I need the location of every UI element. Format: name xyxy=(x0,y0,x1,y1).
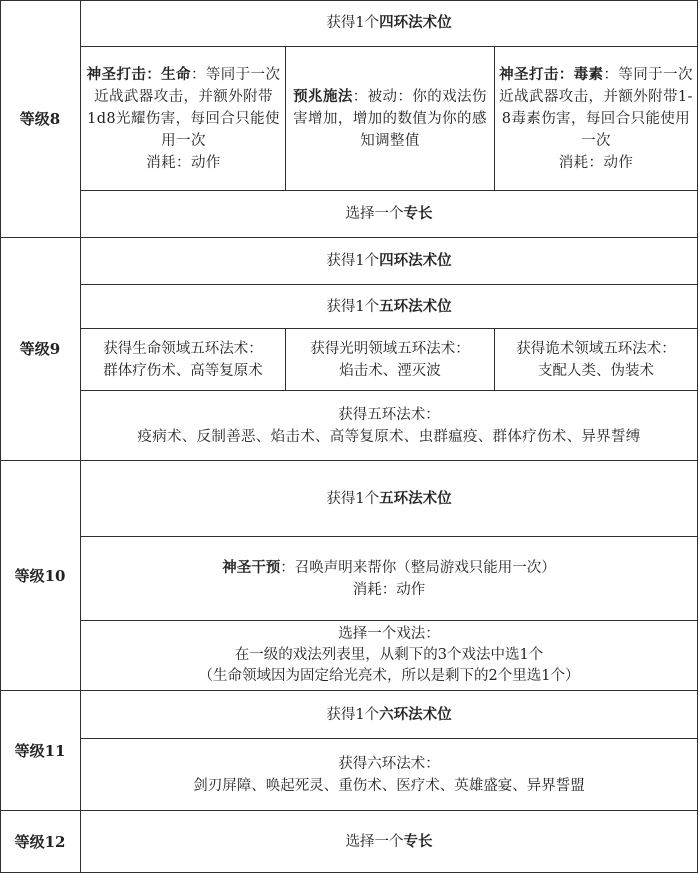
general-spell-title: 获得五环法术： xyxy=(338,406,440,423)
slot-type: 五环法术位 xyxy=(379,489,452,507)
level-label: 等级10 xyxy=(14,566,66,585)
slot-prefix: 获得1个 xyxy=(326,253,380,269)
spell-slot-row xyxy=(80,238,698,284)
divine-intervention-row xyxy=(80,537,698,620)
ability-cost: 消耗：动作 xyxy=(146,154,221,171)
cantrip-rule: 在一级的戏法列表里，从剩下的3个戏法中选1个 xyxy=(234,647,544,663)
domain-spell-cell xyxy=(286,329,494,390)
domain-title: 获得诡术领域五环法术： xyxy=(516,340,676,357)
ability-desc: ：被动：你的戏法伤害增加，增加的数值为你的感知调整值 xyxy=(293,88,487,149)
domain-spell-cell xyxy=(81,329,285,390)
slot-type: 四环法术位 xyxy=(379,14,452,31)
feat-type: 专长 xyxy=(403,832,433,850)
ability-cell xyxy=(82,47,285,190)
spell-slot-row xyxy=(80,691,698,738)
cantrip-choice-row xyxy=(80,621,698,690)
slot-prefix: 获得1个 xyxy=(326,298,380,315)
general-spell-row xyxy=(80,391,698,460)
ability-cost: 消耗：动作 xyxy=(352,581,426,598)
slot-prefix: 获得1个 xyxy=(326,15,380,31)
ability-desc: ：等同于一次近战武器攻击，并额外附带1-8毒素伤害，每回合只能使用一次 xyxy=(499,66,693,149)
ability-cell xyxy=(495,47,697,190)
spell-slot-row xyxy=(80,0,698,46)
domain-spells: 焰击术、湮灭波 xyxy=(339,362,441,379)
ability-name: 神圣打击：毒素 xyxy=(499,65,604,83)
ability-name: 预兆施法 xyxy=(293,87,353,105)
ability-desc: ：召唤声明来帮你（整局游戏只能用一次） xyxy=(280,559,556,576)
domain-title: 获得光明领域五环法术： xyxy=(310,340,470,357)
slot-type: 六环法术位 xyxy=(379,705,452,723)
feat-prefix: 选择一个 xyxy=(345,206,404,222)
feat-row xyxy=(80,191,698,237)
general-spell-list: 疫病术、反制善恶、焰击术、高等复原术、虫群瘟疫、群体疗伤术、异界誓缚 xyxy=(137,428,641,445)
ability-cost: 消耗：动作 xyxy=(558,154,634,171)
slot-prefix: 获得1个 xyxy=(326,490,380,507)
general-spell-list: 剑刃屏障、唤起死灵、重伤术、医疗术、英雄盛宴、异界誓盟 xyxy=(193,777,585,794)
level-label: 等级11 xyxy=(14,741,66,760)
domain-spell-cell xyxy=(495,329,697,390)
domain-spells: 群体疗伤术、高等复原术 xyxy=(103,362,263,379)
ability-name: 神圣干预 xyxy=(222,558,281,576)
domain-spells: 支配人类、伪装术 xyxy=(538,362,654,379)
feat-type: 专长 xyxy=(403,205,433,222)
ability-desc: ：等同于一次近战武器攻击，并额外附带1d8光耀伤害，每回合只能使用一次 xyxy=(87,66,281,149)
general-spell-row xyxy=(80,739,698,810)
general-spell-title: 获得六环法术： xyxy=(338,755,440,772)
level-label: 等级12 xyxy=(14,832,66,851)
cantrip-title: 选择一个戏法： xyxy=(338,626,440,642)
slot-type: 五环法术位 xyxy=(379,297,452,315)
domain-title: 获得生命领域五环法术： xyxy=(103,340,263,357)
ability-name: 神圣打击：生命 xyxy=(86,65,191,83)
slot-prefix: 获得1个 xyxy=(326,706,380,723)
level-label: 等级9 xyxy=(19,340,61,358)
ability-cell xyxy=(286,47,494,190)
feat-row xyxy=(80,811,698,872)
feat-prefix: 选择一个 xyxy=(345,833,404,850)
slot-type: 四环法术位 xyxy=(379,252,452,269)
level-label: 等级8 xyxy=(19,109,61,128)
spell-slot-row xyxy=(80,285,698,328)
cantrip-note: （生命领域因为固定给光亮术，所以是剩下的2个里选1个） xyxy=(198,668,580,684)
spell-slot-row xyxy=(80,461,698,536)
